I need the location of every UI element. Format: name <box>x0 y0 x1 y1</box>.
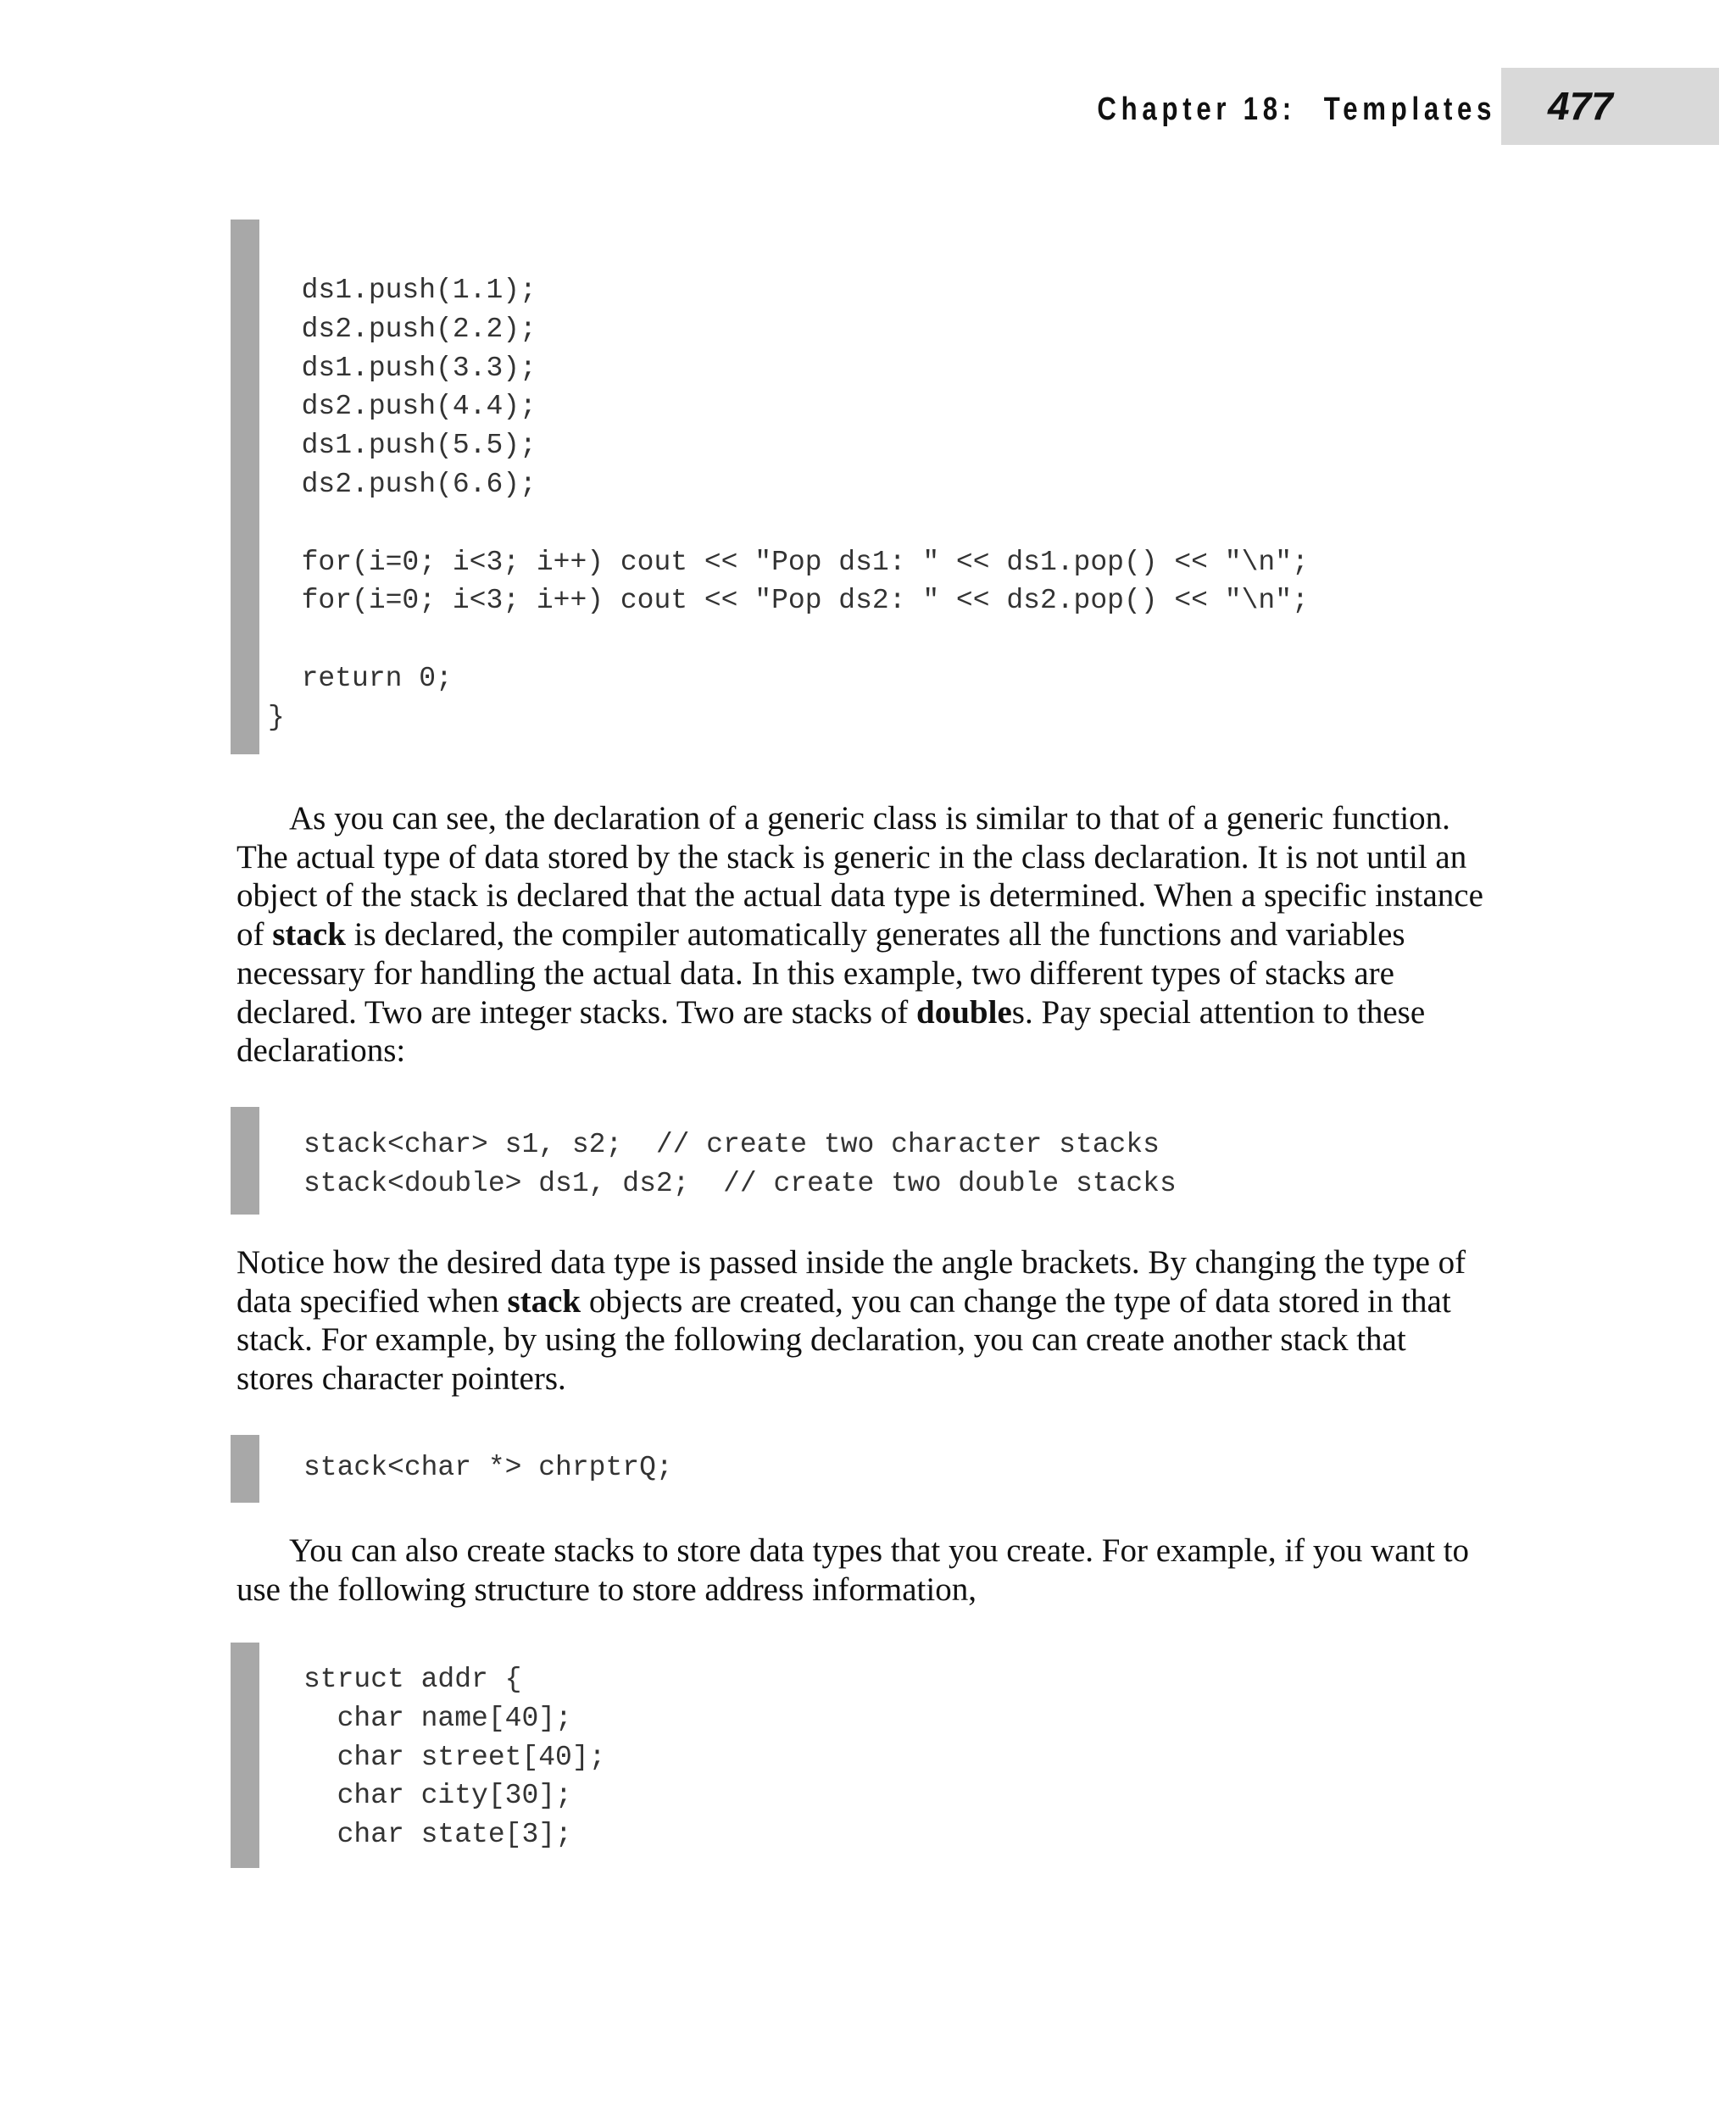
code-block <box>231 1643 909 1868</box>
paragraph-text: is declared, the compiler automatically generates all the functions and variables necessary for handling the actual data. In this example, two different types of stacks are declared. Two are integer stacks. Two are stacks of <box>236 916 1405 1031</box>
body-paragraph <box>236 799 1491 1070</box>
code-block <box>231 1107 1333 1215</box>
chapter-title: Templates <box>1323 92 1496 127</box>
running-head <box>1097 92 1496 128</box>
code-listing: ds1.push(1.1); ds2.push(2.2); ds1.push(3.3); ds2.push(4.4); ds1.push(5.5); ds2.push(6.6); for(i=0; i<3; i++) cout << "Pop ds1: " << ds1.pop() << "\n"; for(i=0; i<3; i++) cout << "Pop ds2: " << ds2.pop() << "\n"; return 0; } <box>268 275 1309 733</box>
chapter-label: Chapter 18: <box>1097 92 1296 127</box>
code-listing: struct addr { char name[40]; char street[40]; char city[30]; char state[3]; <box>303 1664 606 1851</box>
code-listing: stack<char> s1, s2; // create two character stacks stack<double> ds1, ds2; // create two double stacks <box>303 1129 1177 1199</box>
code-block <box>231 1435 909 1503</box>
page-number: 477 <box>1548 84 1613 128</box>
paragraph-text: s. Pay special attention to these declarations: <box>236 993 1426 1070</box>
code-block <box>231 220 1502 754</box>
page-number-tab <box>1501 68 1719 145</box>
paragraph-text: You can also create stacks to store data types that you create. For example, if you want to use the following structure to store address information, <box>236 1532 1470 1608</box>
paragraph-text: Notice how the desired data type is passed inside the angle brackets. By changing the type of data specified when <box>236 1244 1466 1320</box>
paragraph-text: As you can see, the declaration of a generic class is similar to that of a generic function. The actual type of data stored by the stack is generic in the class declaration. It is not until an object of the stack is declared that the actual data type is determined. When a specific instance of <box>236 800 1483 953</box>
code-keyword: double <box>916 993 1012 1031</box>
code-keyword: stack <box>507 1282 581 1320</box>
body-paragraph <box>236 1532 1491 1609</box>
code-listing: stack<char *> chrptrQ; <box>303 1452 673 1483</box>
paragraph-text: objects are created, you can change the type of data stored in that stack. For example, by using the following declaration, you can create another stack that stores character pointers. <box>236 1282 1451 1398</box>
code-keyword: stack <box>272 916 346 953</box>
body-paragraph <box>236 1243 1491 1398</box>
